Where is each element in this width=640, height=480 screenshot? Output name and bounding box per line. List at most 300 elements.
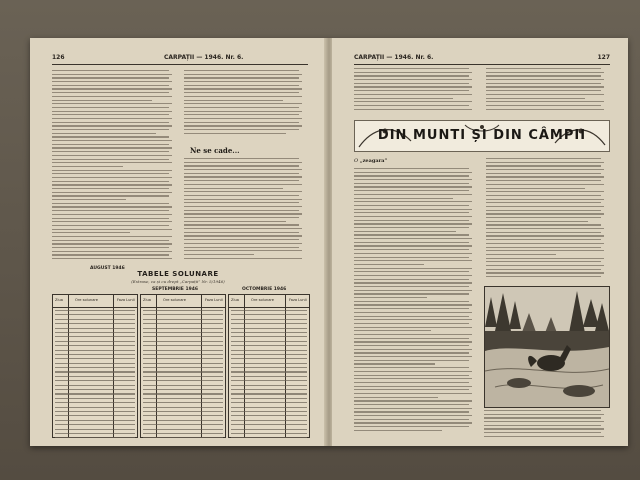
month-label-august: AUGUST 1946: [90, 266, 125, 271]
table-row: [231, 433, 307, 434]
text-line: [184, 81, 302, 82]
solunar-table-august: [52, 294, 138, 438]
table-row: [143, 407, 223, 408]
text-line: [484, 425, 601, 426]
text-line: [486, 243, 604, 244]
text-line: [486, 228, 604, 229]
text-line: [354, 375, 469, 376]
text-line: [354, 168, 469, 169]
text-line: [52, 74, 172, 75]
text-line: [184, 217, 299, 218]
right-running-head: [354, 54, 610, 65]
text-line: [354, 238, 472, 239]
text-line: [486, 162, 604, 163]
text-line: [354, 249, 469, 250]
table-row: [143, 363, 223, 364]
text-line: [486, 235, 604, 236]
text-line: [52, 77, 169, 78]
month-label-september: SEPTEMBRIE 1946: [152, 287, 198, 292]
text-line: [52, 258, 172, 259]
text-line: [184, 70, 299, 71]
table-row: [55, 437, 135, 438]
text-line: [486, 184, 604, 185]
left-page: [30, 38, 326, 446]
text-line: [354, 234, 469, 235]
text-line: [184, 173, 299, 174]
table-row: [231, 323, 307, 324]
text-line: [486, 90, 601, 91]
text-line: [52, 229, 172, 230]
table-row: [55, 376, 135, 377]
text-line: [184, 202, 299, 203]
table-header: [141, 295, 225, 308]
table-row: [143, 336, 223, 337]
text-line: [354, 371, 472, 372]
text-line: [354, 319, 472, 320]
text-line: [52, 133, 156, 134]
month-label-october: OCTOMBRIE 1946: [242, 287, 287, 292]
text-line: [354, 260, 472, 261]
magazine-spread: [30, 38, 628, 446]
text-line: [184, 133, 286, 134]
text-line: [486, 195, 601, 196]
text-line: [354, 345, 469, 346]
text-line: [184, 103, 302, 104]
text-line: [184, 206, 302, 207]
text-line: [184, 176, 302, 177]
text-line: [354, 341, 472, 342]
table-row: [231, 350, 307, 351]
table-row: [143, 367, 223, 368]
right-top-left-text: [354, 68, 476, 116]
table-row: [231, 332, 307, 333]
header-hours: Ore solunare: [163, 298, 187, 302]
text-line: [354, 415, 472, 416]
text-line: [52, 218, 169, 219]
table-row: [143, 345, 223, 346]
table-row: [231, 415, 307, 416]
text-line: [354, 286, 469, 287]
right-column-1-text: [354, 168, 476, 438]
text-line: [184, 114, 299, 115]
text-line: [486, 210, 601, 211]
text-line: [354, 79, 472, 80]
text-line: [52, 70, 169, 71]
text-line: [184, 100, 283, 101]
text-line: [486, 247, 601, 248]
text-line: [184, 221, 286, 222]
table-row: [143, 385, 223, 386]
text-line: [486, 173, 601, 174]
text-line: [184, 74, 302, 75]
text-line: [484, 436, 604, 437]
text-line: [354, 257, 469, 258]
text-line: [52, 232, 130, 233]
table-row: [55, 323, 135, 324]
text-line: [486, 250, 604, 251]
text-line: [354, 356, 472, 357]
text-line: [354, 338, 469, 339]
text-line: [486, 188, 585, 189]
tables-title: TABELE SOLUNARE: [137, 270, 219, 278]
table-row: [143, 371, 223, 372]
text-line: [486, 101, 604, 102]
table-row: [55, 385, 135, 386]
masthead-banner: [354, 120, 610, 152]
text-line: [486, 158, 601, 159]
text-line: [354, 75, 469, 76]
text-line: [52, 177, 172, 178]
text-line: [52, 236, 172, 237]
text-line: [184, 77, 299, 78]
text-line: [184, 228, 302, 229]
table-row: [231, 393, 307, 394]
text-line: [52, 147, 172, 148]
text-line: [354, 83, 469, 84]
text-line: [354, 101, 472, 102]
text-line: [354, 186, 472, 187]
text-line: [486, 199, 604, 200]
table-row: [231, 358, 307, 359]
text-line: [184, 213, 302, 214]
text-line: [486, 272, 604, 273]
text-line: [354, 109, 472, 110]
table-row: [55, 310, 135, 311]
text-line: [486, 86, 604, 87]
table-row: [231, 376, 307, 377]
text-line: [354, 363, 435, 364]
header-moon-phase: Faza Lunii: [289, 298, 307, 302]
text-line: [184, 158, 299, 159]
text-line: [486, 258, 604, 259]
text-line: [486, 105, 601, 106]
text-line: [354, 220, 469, 221]
table-row: [55, 371, 135, 372]
text-line: [354, 279, 469, 280]
table-row: [55, 341, 135, 342]
table-row: [55, 319, 135, 320]
text-line: [486, 254, 556, 255]
text-line: [354, 290, 472, 291]
text-line: [184, 199, 302, 200]
text-line: [354, 430, 442, 431]
text-line: [354, 271, 469, 272]
text-line: [184, 111, 302, 112]
text-line: [354, 282, 472, 283]
text-line: [184, 247, 299, 248]
text-line: [354, 183, 469, 184]
text-line: [52, 181, 169, 182]
text-line: [52, 188, 169, 189]
left-column-2-text-bottom: [184, 158, 306, 264]
table-row: [55, 336, 135, 337]
text-line: [184, 122, 299, 123]
text-line: [486, 276, 601, 277]
text-line: [486, 75, 601, 76]
text-line: [486, 79, 604, 80]
table-row: [55, 358, 135, 359]
text-line: [486, 94, 604, 95]
text-line: [486, 191, 604, 192]
table-row: [143, 420, 223, 421]
text-line: [52, 81, 172, 82]
text-line: [484, 410, 601, 411]
text-line: [184, 232, 299, 233]
left-running-title: CARPAȚII — 1946. Nr. 6.: [164, 54, 244, 61]
table-row: [231, 336, 307, 337]
header-day: Ziua: [231, 298, 239, 302]
text-line: [354, 301, 469, 302]
text-line: [354, 223, 472, 224]
text-line: [354, 209, 472, 210]
text-line: [354, 408, 472, 409]
text-line: [354, 245, 472, 246]
text-line: [354, 411, 469, 412]
text-line: [354, 242, 469, 243]
text-line: [484, 421, 604, 422]
text-line: [52, 206, 172, 207]
text-line: [486, 206, 604, 207]
right-column-2-text: [486, 158, 608, 282]
text-line: [354, 312, 472, 313]
text-line: [354, 253, 472, 254]
text-line: [354, 179, 472, 180]
text-line: [486, 180, 601, 181]
left-column-2-text-top: [184, 70, 306, 140]
table-header: [229, 295, 309, 308]
text-line: [52, 162, 172, 163]
text-line: [52, 203, 169, 204]
forest-illustration: [484, 286, 610, 408]
text-line: [354, 349, 472, 350]
table-row: [231, 319, 307, 320]
table-row: [231, 402, 307, 403]
solunar-table-september: [140, 294, 226, 438]
text-line: [354, 90, 469, 91]
article-title: „zeagara”: [359, 158, 388, 164]
article-prefix: O: [354, 158, 359, 164]
text-line: [184, 88, 302, 89]
table-row: [55, 393, 135, 394]
table-row: [55, 411, 135, 412]
text-line: [184, 258, 302, 259]
text-line: [354, 323, 469, 324]
section-heading: Ne se cade...: [190, 146, 240, 155]
text-line: [354, 72, 472, 73]
text-line: [354, 175, 469, 176]
text-line: [354, 352, 469, 353]
text-line: [184, 85, 299, 86]
text-line: [52, 88, 172, 89]
table-row: [143, 389, 223, 390]
text-line: [184, 180, 299, 181]
text-line: [184, 96, 302, 97]
table-row: [231, 380, 307, 381]
text-line: [354, 397, 438, 398]
text-line: [52, 225, 169, 226]
table-row: [143, 402, 223, 403]
text-line: [52, 240, 169, 241]
text-line: [484, 417, 601, 418]
text-line: [354, 268, 472, 269]
text-line: [52, 92, 169, 93]
text-line: [486, 109, 604, 110]
text-line: [52, 243, 172, 244]
text-line: [354, 216, 472, 217]
text-line: [52, 140, 172, 141]
text-line: [354, 334, 472, 335]
text-line: [52, 136, 169, 137]
text-line: [52, 151, 169, 152]
masthead-title: DIN MUNTI ȘI DIN CÂMPII: [377, 128, 587, 143]
text-line: [486, 265, 604, 266]
text-line: [52, 118, 172, 119]
text-line: [354, 205, 469, 206]
table-row: [55, 332, 135, 333]
text-line: [354, 419, 469, 420]
table-row: [55, 433, 135, 434]
text-line: [486, 239, 601, 240]
text-line: [52, 221, 172, 222]
table-row: [143, 411, 223, 412]
text-line: [52, 100, 152, 101]
text-line: [184, 210, 299, 211]
table-row: [143, 310, 223, 311]
table-row: [143, 429, 223, 430]
text-line: [354, 201, 472, 202]
table-row: [55, 345, 135, 346]
table-row: [231, 310, 307, 311]
table-row: [231, 437, 307, 438]
text-line: [486, 217, 601, 218]
text-line: [354, 367, 469, 368]
table-row: [55, 314, 135, 315]
text-line: [354, 389, 469, 390]
text-line: [184, 118, 302, 119]
table-row: [55, 354, 135, 355]
text-line: [184, 129, 299, 130]
table-row: [143, 319, 223, 320]
text-line: [52, 103, 172, 104]
table-row: [231, 314, 307, 315]
left-column-1-text: [52, 70, 176, 264]
text-line: [354, 293, 469, 294]
tables-subtitle: (Extrase, ca și cu drept „Carpații” Nr. 5/1946): [131, 279, 225, 284]
text-line: [52, 96, 172, 97]
text-line: [52, 254, 169, 255]
text-line: [354, 382, 469, 383]
text-line: [354, 264, 424, 265]
table-row: [55, 402, 135, 403]
header-moon-phase: Faza Lunii: [117, 298, 135, 302]
table-row: [231, 429, 307, 430]
text-line: [52, 199, 126, 200]
header-day: Ziua: [143, 298, 151, 302]
text-line: [52, 155, 172, 156]
table-row: [143, 376, 223, 377]
text-line: [52, 247, 169, 248]
text-line: [184, 191, 302, 192]
text-line: [484, 432, 601, 433]
header-day: Ziua: [55, 298, 63, 302]
text-line: [184, 92, 299, 93]
table-row: [143, 380, 223, 381]
capercaillie-in-forest-image: [485, 287, 609, 407]
text-line: [52, 173, 169, 174]
text-line: [184, 188, 283, 189]
text-line: [354, 393, 472, 394]
text-line: [354, 275, 472, 276]
table-row: [231, 328, 307, 329]
table-row: [231, 363, 307, 364]
table-row: [55, 407, 135, 408]
table-row: [143, 314, 223, 315]
text-line: [354, 194, 472, 195]
table-row: [143, 358, 223, 359]
table-rows: [143, 310, 223, 435]
table-row: [143, 350, 223, 351]
table-row: [55, 328, 135, 329]
text-line: [184, 195, 299, 196]
right-running-title: CARPAȚII — 1946. Nr. 6.: [354, 54, 434, 61]
table-rows: [55, 310, 135, 435]
table-row: [55, 398, 135, 399]
text-line: [184, 224, 299, 225]
text-line: [486, 261, 601, 262]
text-line: [184, 235, 302, 236]
text-line: [184, 169, 302, 170]
text-line: [486, 169, 604, 170]
text-line: [354, 105, 469, 106]
text-line: [52, 195, 169, 196]
table-row: [231, 424, 307, 425]
table-rows: [231, 310, 307, 435]
text-line: [486, 221, 588, 222]
text-line: [184, 125, 302, 126]
text-line: [354, 330, 431, 331]
table-row: [231, 389, 307, 390]
text-line: [52, 107, 169, 108]
table-row: [143, 393, 223, 394]
table-row: [231, 420, 307, 421]
text-line: [52, 251, 172, 252]
text-line: [184, 250, 302, 251]
article-heading: [354, 158, 387, 164]
text-line: [354, 426, 469, 427]
table-row: [231, 398, 307, 399]
header-moon-phase: Faza Lunii: [205, 298, 223, 302]
text-line: [354, 68, 469, 69]
text-line: [486, 213, 604, 214]
text-line: [354, 227, 469, 228]
text-line: [354, 297, 427, 298]
table-row: [143, 415, 223, 416]
right-page: [332, 38, 628, 446]
text-line: [184, 184, 302, 185]
text-line: [486, 224, 601, 225]
text-line: [354, 386, 472, 387]
table-row: [143, 398, 223, 399]
text-line: [52, 192, 172, 193]
text-line: [52, 184, 172, 185]
text-line: [52, 129, 169, 130]
table-row: [231, 407, 307, 408]
text-line: [354, 86, 472, 87]
table-row: [143, 437, 223, 438]
table-row: [231, 341, 307, 342]
text-line: [184, 239, 299, 240]
header-hours: Ore solunare: [251, 298, 275, 302]
